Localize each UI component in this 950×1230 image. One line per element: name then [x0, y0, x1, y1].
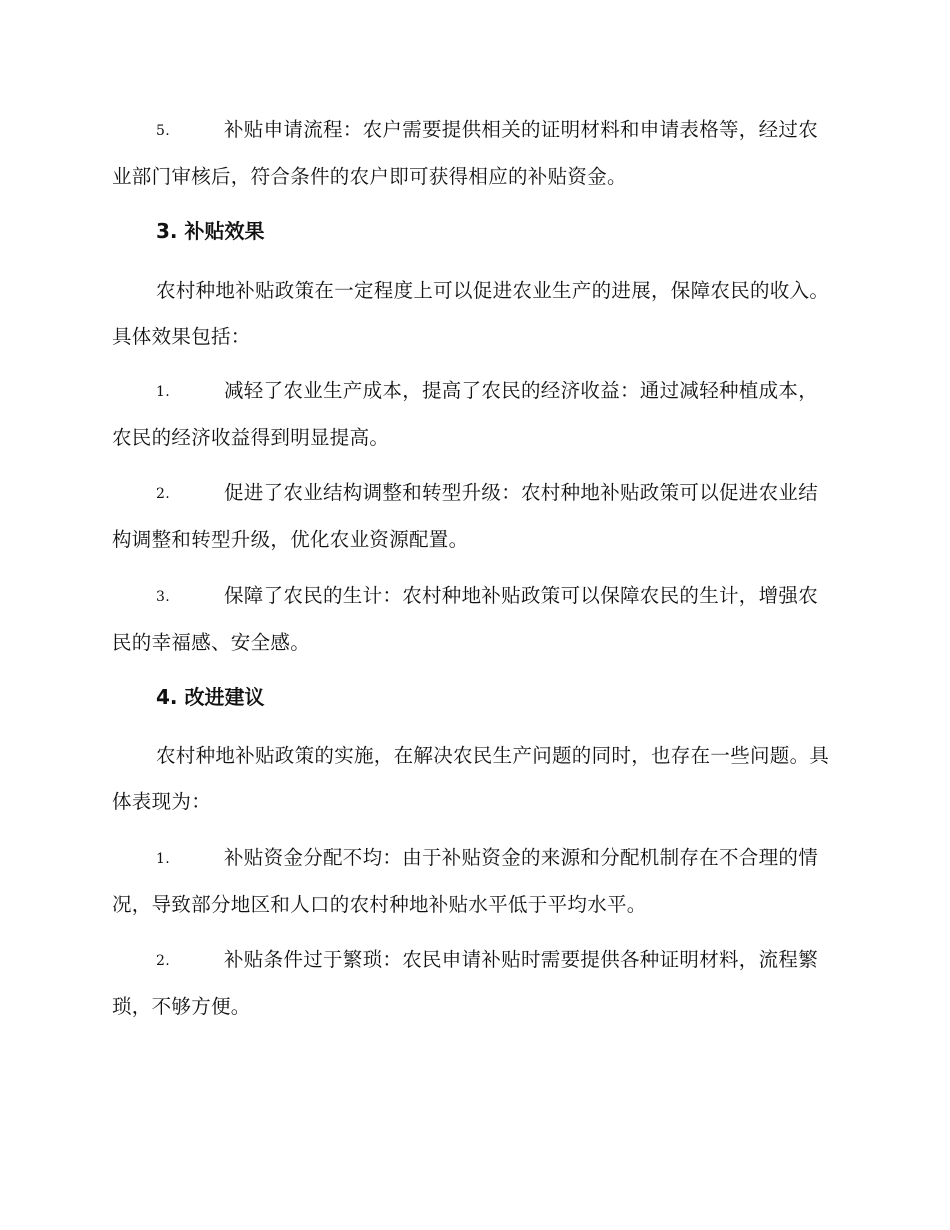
list-item	[112, 835, 834, 928]
list-item-paragraph	[112, 573, 834, 666]
list-number: 2.	[156, 953, 170, 969]
list-item-text: 补贴条件过于繁琐：农民申请补贴时需要提供各种证明材料，流程繁琐，不够方便。	[112, 948, 819, 1018]
list-item	[112, 470, 834, 563]
list-number: 5.	[156, 123, 170, 139]
list-item	[112, 573, 834, 666]
list-item-paragraph	[112, 937, 834, 1030]
list-item-paragraph	[112, 470, 834, 563]
list-item-text: 补贴申请流程：农户需要提供相关的证明材料和申请表格等，经过农业部门审核后，符合条件的农户即可获得相应的补贴资金。	[112, 118, 819, 188]
list-item-text: 促进了农业结构调整和转型升级：农村种地补贴政策可以促进农业结构调整和转型升级，优化农业资源配置。	[112, 481, 819, 551]
list-item-text: 保障了农民的生计：农村种地补贴政策可以保障农民的生计，增强农民的幸福感、安全感。	[112, 584, 819, 654]
list-item-text: 补贴资金分配不均：由于补贴资金的来源和分配机制存在不合理的情况，导致部分地区和人口的农村种地补贴水平低于平均水平。	[112, 846, 819, 916]
list-item	[112, 937, 834, 1030]
list-item	[112, 368, 834, 461]
section-intro	[112, 733, 834, 825]
section-heading: 3. 补贴效果	[156, 219, 265, 243]
intro-paragraph: 农村种地补贴政策的实施，在解决农民生产问题的同时，也存在一些问题。具体表现为：	[112, 744, 830, 813]
list-number: 1.	[156, 384, 170, 400]
list-number: 1.	[156, 851, 170, 867]
section-intro	[112, 268, 834, 360]
list-number: 3.	[156, 589, 170, 605]
list-item-paragraph	[112, 368, 834, 461]
intro-paragraph: 农村种地补贴政策在一定程度上可以促进农业生产的进展，保障农民的收入。具体效果包括：	[112, 279, 830, 348]
list-number: 2.	[156, 486, 170, 502]
section-heading: 4. 改进建议	[156, 685, 265, 709]
list-item-paragraph	[112, 835, 834, 928]
list-item-text: 减轻了农业生产成本，提高了农民的经济收益：通过减轻种植成本，农民的经济收益得到明显提高。	[112, 379, 819, 449]
list-item	[112, 107, 834, 200]
list-item-paragraph	[112, 107, 834, 200]
